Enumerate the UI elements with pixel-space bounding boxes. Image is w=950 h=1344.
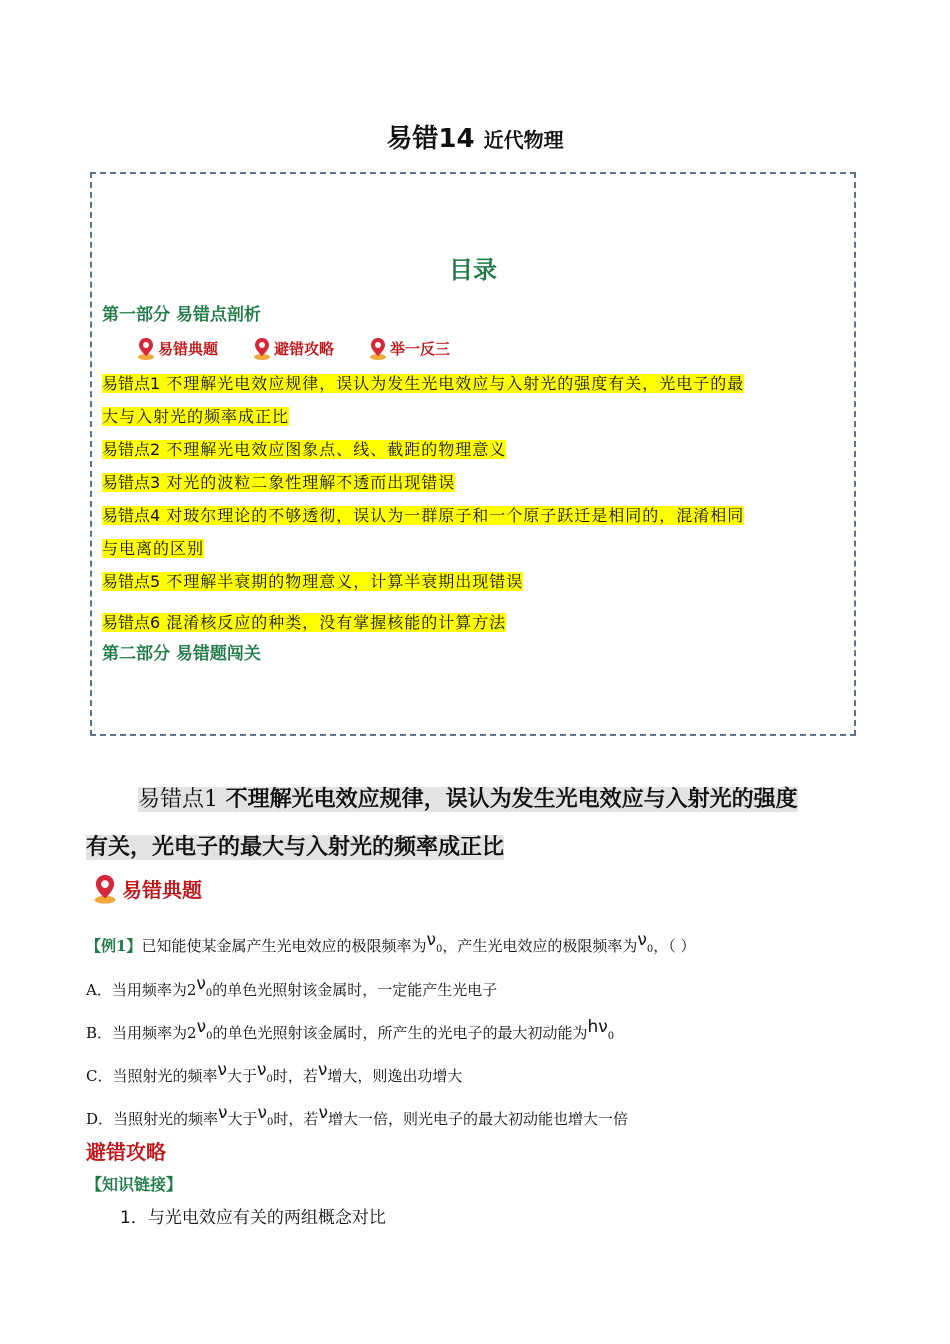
option-text: A．当用频率为2 [86, 981, 197, 999]
typical-problem-label: 易错典题 [122, 877, 202, 902]
toc-part1[interactable]: 第一部分 易错点剖析 [102, 305, 261, 325]
subscript-zero: 0 [607, 1031, 615, 1042]
location-pin-icon [136, 336, 156, 360]
option-text: 的单色光照射该金属时，一定能产生光电子 [212, 981, 498, 999]
question-text: ，（ ） [653, 937, 696, 955]
knowledge-link-label: 【知识链接】 [86, 1175, 183, 1194]
section-heading [86, 776, 876, 872]
nu-symbol: ν [196, 1017, 207, 1037]
example-question [86, 930, 696, 956]
toc-item-2[interactable] [102, 433, 506, 466]
knowledge-item-1: 1．与光电效应有关的两组概念对比 [120, 1208, 386, 1228]
toc-item-label: 易错点4 [102, 506, 161, 525]
option-text: 时，若 [272, 1067, 318, 1085]
question-text: ，产生光电效应的极限频率为 [442, 937, 638, 955]
toc-category-avoid[interactable] [252, 336, 334, 360]
nu-symbol: ν [217, 1060, 227, 1080]
toc-item-text: 不理解半衰期的物理意义，计算半衰期出现错误 [166, 572, 524, 591]
section-title-line1: 不理解光电效应规律，误认为发生光电效应与入射光的强度 [225, 787, 798, 812]
option-text: 的单色光照射该金属时，所产生的光电子的最大初动能为 [212, 1024, 588, 1042]
avoid-errors-heading: 避错攻略 [86, 1140, 166, 1164]
toc-category-typical[interactable] [136, 336, 218, 360]
option-text: 增大，则逸出功增大 [327, 1067, 463, 1085]
toc-category-label: 易错典题 [158, 339, 219, 358]
section-lead: 易错点1 [138, 787, 218, 812]
toc-item-text: 大与入射光的频率成正比 [102, 407, 290, 426]
toc-category-row [136, 336, 450, 360]
hv-symbol: hν [587, 1017, 608, 1037]
title-sub: 近代物理 [483, 128, 564, 152]
title-main: 易错14 [386, 124, 475, 154]
toc-heading: 目录 [449, 256, 497, 284]
nu-symbol: ν [317, 1060, 328, 1080]
option-text: 大于 [226, 1067, 257, 1085]
toc-item-text: 混淆核反应的种类，没有掌握核能的计算方法 [166, 613, 507, 632]
typical-problem-header [92, 872, 202, 904]
option-text: D．当照射光的频率 [86, 1110, 219, 1128]
toc-item-4-cont[interactable] [102, 532, 204, 565]
example-tag: 【例1】 [86, 937, 142, 955]
toc-item-label: 易错点2 [102, 440, 161, 459]
subscript-zero: 0 [266, 1074, 273, 1085]
question-text: 已知能使某金属产生光电效应的极限频率为 [141, 937, 427, 955]
toc-item-3[interactable] [102, 466, 455, 499]
nu-symbol: ν [218, 1103, 228, 1123]
document-title [0, 118, 950, 155]
toc-item-label: 易错点1 [102, 374, 161, 393]
location-pin-icon [368, 336, 388, 360]
toc-category-label: 避错攻略 [274, 339, 335, 358]
toc-category-practice[interactable] [368, 336, 450, 360]
toc-item-text: 不理解光电效应规律，误认为发生光电效应与入射光的强度有关，光电子的最 [166, 374, 745, 393]
option-text: 大于 [227, 1110, 258, 1128]
nu-symbol: ν [318, 1103, 328, 1123]
location-pin-icon [252, 336, 272, 360]
nu-symbol: ν [257, 1060, 267, 1080]
option-text: 增大一倍，则光电子的最大初动能也增大一倍 [327, 1110, 628, 1128]
location-pin-icon [92, 872, 118, 904]
toc-category-label: 举一反三 [390, 339, 451, 358]
subscript-zero: 0 [267, 1117, 274, 1128]
option-text: B．当用频率为2 [86, 1024, 197, 1042]
toc-item-4[interactable] [102, 499, 744, 532]
option-text: C．当照射光的频率 [86, 1067, 218, 1085]
toc-item-label: 易错点6 [102, 613, 161, 632]
toc-item-6[interactable] [102, 606, 506, 639]
toc-item-label: 易错点3 [102, 473, 161, 492]
nu-symbol: ν [196, 974, 206, 994]
option-c[interactable] [86, 1060, 462, 1086]
toc-item-text: 与电离的区别 [102, 539, 205, 558]
toc-item-5[interactable] [102, 565, 523, 598]
option-b[interactable] [86, 1017, 614, 1043]
toc-item-1-cont[interactable] [102, 400, 289, 433]
nu-symbol: ν [257, 1103, 268, 1123]
option-text: 时，若 [273, 1110, 319, 1128]
subscript-zero: 0 [435, 944, 443, 955]
subscript-zero: 0 [646, 944, 654, 955]
option-d[interactable] [86, 1103, 628, 1129]
toc-item-text: 对玻尔理论的不够透彻，误认为一群原子和一个原子跃迁是相同的，混淆相同 [166, 506, 745, 525]
toc-item-text: 对光的波粒二象性理解不透而出现错误 [166, 473, 456, 492]
toc-part2[interactable]: 第二部分 易错题闯关 [102, 644, 261, 664]
toc-item-label: 易错点5 [102, 572, 161, 591]
option-a[interactable] [86, 974, 497, 1000]
section-title-line2: 有关，光电子的最大与入射光的频率成正比 [86, 835, 505, 860]
nu-symbol: ν [426, 930, 436, 950]
subscript-zero: 0 [205, 988, 213, 999]
toc-item-text: 不理解光电效应图象点、线、截距的物理意义 [166, 440, 507, 459]
nu-symbol: ν [637, 930, 647, 950]
subscript-zero: 0 [206, 1031, 213, 1042]
toc-item-1[interactable] [102, 367, 744, 400]
